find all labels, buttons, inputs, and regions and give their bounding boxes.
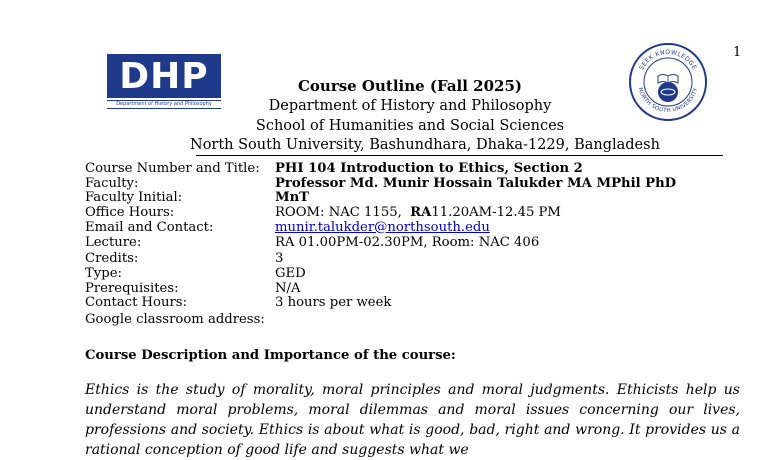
seal-top-text: SEEK KNOWLEDGE <box>638 48 698 72</box>
office-room: ROOM: NAC 1155, <box>275 205 411 221</box>
university-address: North South University, Bashundhara, Dhaka-1229, Bangladesh <box>190 137 660 153</box>
page-number: 1 <box>733 45 742 60</box>
seal-bottom-text: NORTH SOUTH UNIVERSITY <box>636 87 700 115</box>
office-time: 11.20AM-12.45 PM <box>431 205 561 221</box>
email-link[interactable]: munir.talukder@northsouth.edu <box>275 219 490 235</box>
document-title: Course Outline (Fall 2025) <box>297 77 523 95</box>
credits-row <box>85 252 676 267</box>
contact-row <box>85 296 676 311</box>
initial-label: Faculty Initial: <box>85 190 183 206</box>
prereq-row <box>85 282 676 297</box>
school-name: School of Humanities and Social Sciences <box>255 118 565 134</box>
dhp-logo-letters: DHP <box>119 55 209 97</box>
type-value: GED <box>275 265 306 281</box>
prereq-label: Prerequisites: <box>85 280 179 296</box>
nsu-seal-icon <box>628 42 708 122</box>
course-value: PHI 104 Introduction to Ethics, Section 2 <box>275 161 583 176</box>
contact-value: 3 hours per week <box>275 295 392 311</box>
description-text: Ethics is the study of morality, moral principles and moral judgments. Ethicists help us understand moral problems, moral dilemmas and moral issues concerning our lives, professions and society. Ethics is about what is good, bad, right and wrong. It provides us a rational conception of good life and suggests what we <box>85 382 740 458</box>
course-info-table <box>85 162 676 328</box>
course-row <box>85 162 676 177</box>
office-days: RA <box>410 205 432 221</box>
description-heading: Course Description and Importance of the course: <box>85 348 456 363</box>
credits-label: Credits: <box>85 251 139 267</box>
type-label: Type: <box>85 265 122 281</box>
lecture-row <box>85 236 676 251</box>
credits-value: 3 <box>275 251 284 267</box>
email-value <box>275 221 490 236</box>
office-label: Office Hours: <box>85 205 175 221</box>
contact-label: Contact Hours: <box>85 295 188 311</box>
office-row <box>85 206 676 221</box>
header-divider <box>196 155 723 156</box>
initial-value: MnT <box>275 190 309 206</box>
google-label: Google classroom address: <box>85 312 265 328</box>
google-row <box>85 313 676 328</box>
dhp-logo-caption: Department of History and Philosophy <box>107 100 221 109</box>
email-label: Email and Contact: <box>85 219 214 235</box>
lecture-value: RA 01.00PM-02.30PM, Room: NAC 406 <box>275 234 540 250</box>
lecture-label: Lecture: <box>85 234 142 250</box>
type-row <box>85 267 676 282</box>
department-name: Department of History and Philosophy <box>268 98 552 114</box>
faculty-label: Faculty: <box>85 175 139 191</box>
faculty-value: Professor Md. Munir Hossain Talukder MA MPhil PhD <box>275 175 677 191</box>
office-value <box>275 206 561 221</box>
email-row <box>85 221 676 236</box>
prereq-value: N/A <box>275 280 301 296</box>
course-label: Course Number and Title: <box>85 161 260 176</box>
initial-row <box>85 191 676 206</box>
faculty-row <box>85 177 676 192</box>
